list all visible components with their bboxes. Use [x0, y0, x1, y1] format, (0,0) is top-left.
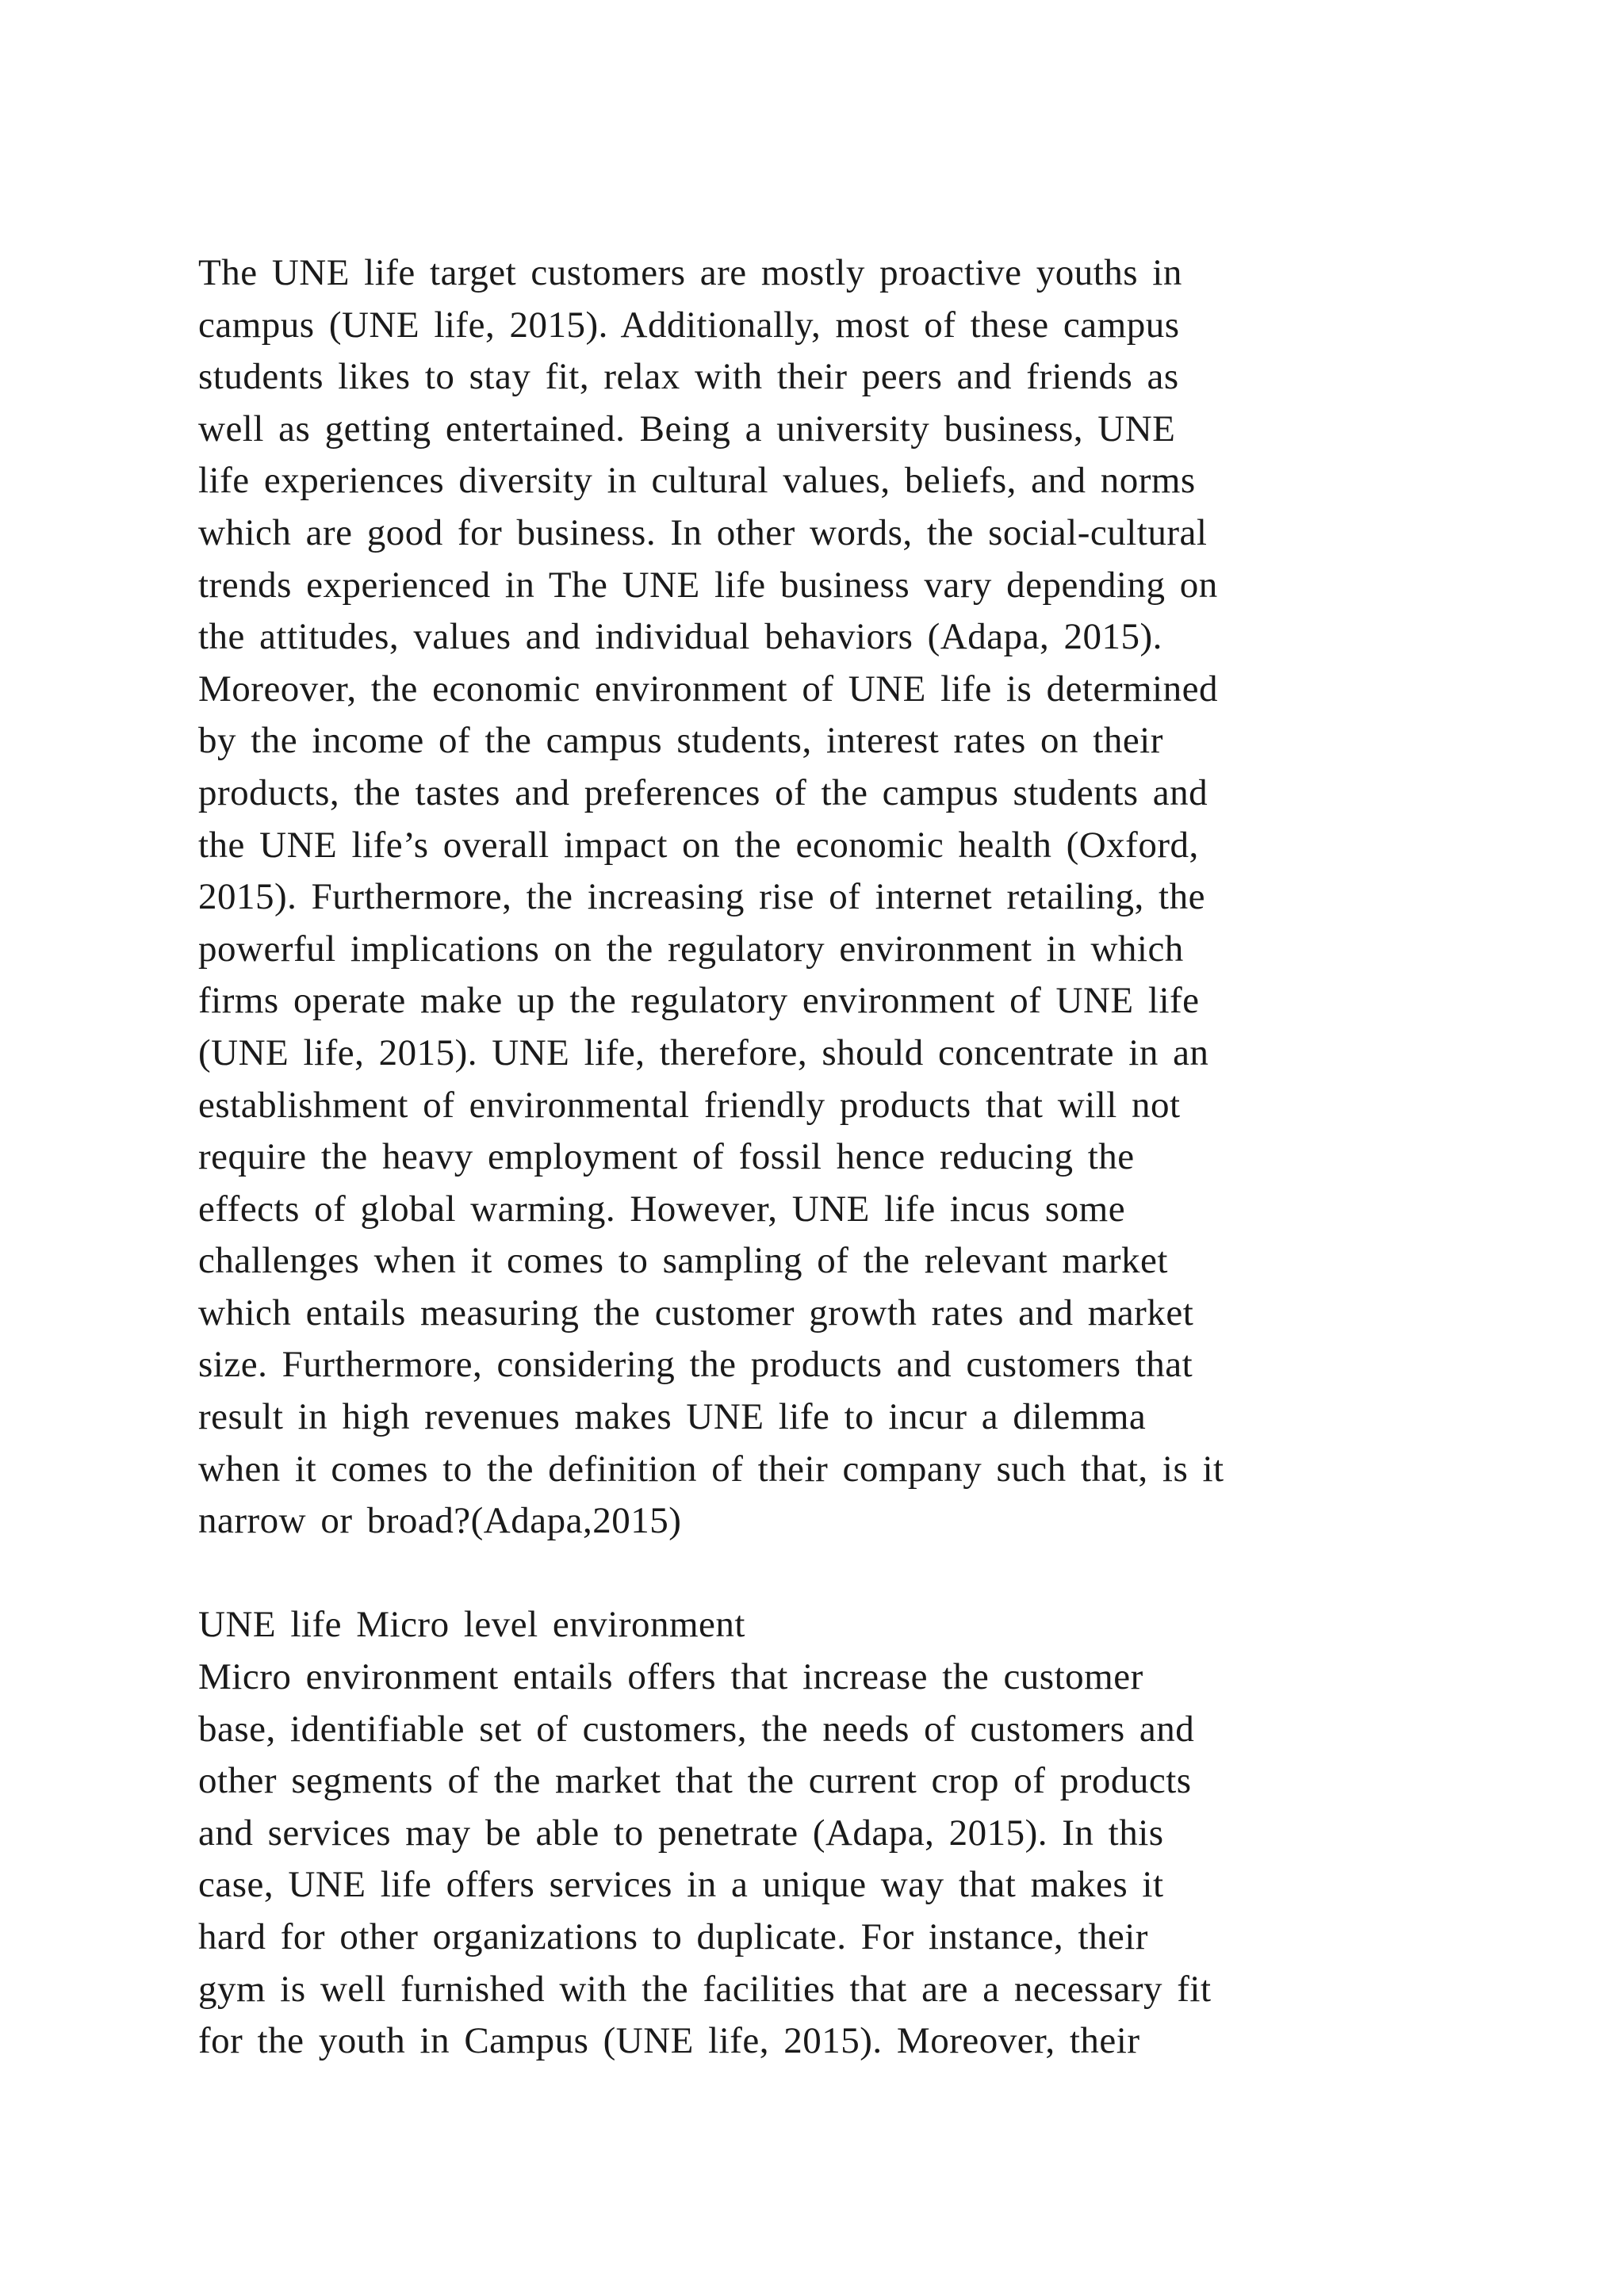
text-line: the attitudes, values and individual behaviors (Adapa, 2015).: [198, 616, 1162, 658]
text-line: size. Furthermore, considering the products and customers that: [198, 1344, 1193, 1386]
text-line: products, the tastes and preferences of the campus students and: [198, 771, 1208, 813]
text-line: by the income of the campus students, interest rates on their: [198, 720, 1163, 762]
text-line: when it comes to the definition of their company such that, is it: [198, 1448, 1224, 1490]
text-line: gym is well furnished with the facilities that are a necessary fit: [198, 1968, 1212, 2010]
text-line: (UNE life, 2015). UNE life, therefore, should concentrate in an: [198, 1031, 1209, 1073]
text-line: narrow or broad?(Adapa,2015): [198, 1500, 682, 1542]
text-line: well as getting entertained. Being a university business, UNE: [198, 408, 1176, 450]
text-line: campus (UNE life, 2015). Additionally, most of these campus: [198, 304, 1180, 346]
text-line: the UNE life’s overall impact on the economic health (Oxford,: [198, 824, 1199, 866]
text-line: case, UNE life offers services in a unique way that makes it: [198, 1864, 1164, 1906]
text-line: which are good for business. In other words, the social-cultural: [198, 511, 1208, 553]
text-line: life experiences diversity in cultural values, beliefs, and norms: [198, 460, 1196, 502]
text-line: base, identifiable set of customers, the needs of customers and: [198, 1708, 1195, 1750]
text-line: effects of global warming. However, UNE life incus some: [198, 1188, 1126, 1230]
paragraph-1: [198, 247, 1499, 1548]
paragraph-2: [198, 1651, 1499, 2068]
text-line: for the youth in Campus (UNE life, 2015). Moreover, their: [198, 2020, 1140, 2062]
text-line: require the heavy employment of fossil hence reducing the: [198, 1136, 1135, 1178]
text-line: firms operate make up the regulatory environment of UNE life: [198, 980, 1200, 1022]
text-line: Moreover, the economic environment of UNE life is determined: [198, 668, 1218, 710]
text-line: which entails measuring the customer growth rates and market: [198, 1292, 1194, 1334]
text-line: students likes to stay fit, relax with their peers and friends as: [198, 356, 1179, 398]
section-heading: UNE life Micro level environment: [198, 1604, 745, 1646]
text-line: other segments of the market that the current crop of products: [198, 1760, 1192, 1802]
text-line: 2015). Furthermore, the increasing rise of internet retailing, the: [198, 876, 1205, 918]
text-line: Micro environment entails offers that increase the customer: [198, 1656, 1143, 1698]
text-line: and services may be able to penetrate (Adapa, 2015). In this: [198, 1812, 1164, 1854]
paragraph-spacer: [198, 1548, 1499, 1600]
text-line: trends experienced in The UNE life business vary depending on: [198, 564, 1218, 606]
text-line: hard for other organizations to duplicate. For instance, their: [198, 1916, 1148, 1957]
text-line: powerful implications on the regulatory environment in which: [198, 928, 1184, 970]
text-line: challenges when it comes to sampling of the relevant market: [198, 1240, 1168, 1282]
document-body: [198, 247, 1499, 2068]
text-line: The UNE life target customers are mostly proactive youths in: [198, 252, 1182, 293]
text-line: establishment of environmental friendly products that will not: [198, 1084, 1181, 1126]
text-line: result in high revenues makes UNE life to incur a dilemma: [198, 1396, 1147, 1438]
